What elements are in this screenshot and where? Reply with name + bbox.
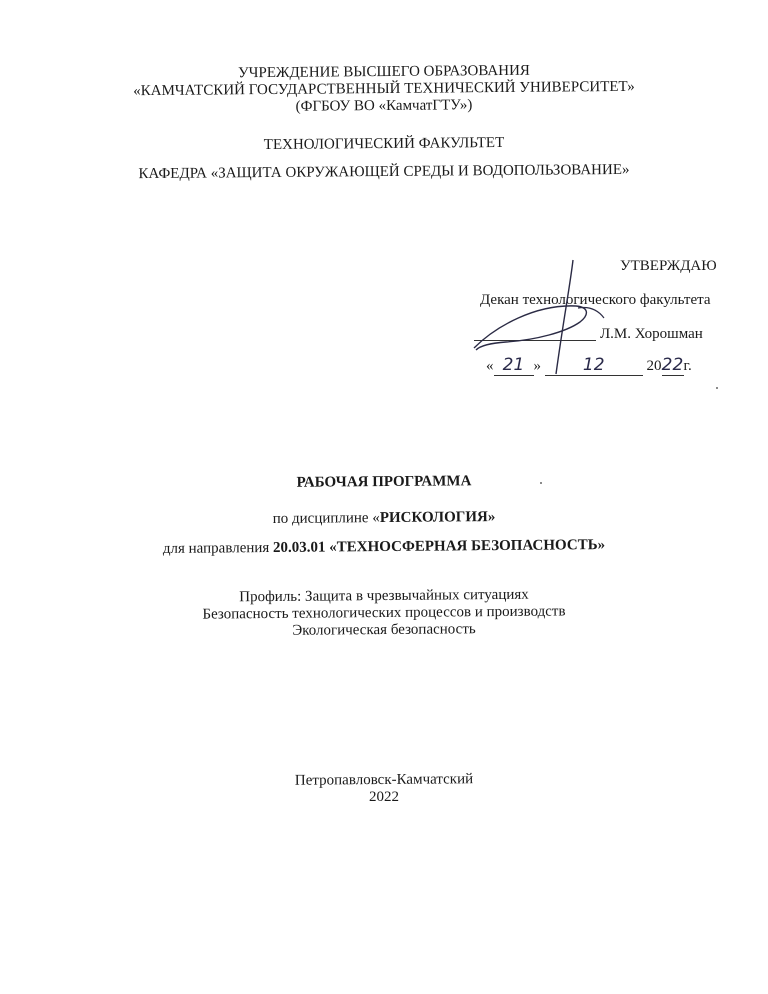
institution-line-1: УЧРЕЖДЕНИЕ ВЫСШЕГО ОБРАЗОВАНИЯ: [238, 62, 530, 82]
date-year-suffix: 22: [661, 355, 684, 375]
dean-position: Декан технологического факультета: [480, 292, 711, 308]
approval-heading: УТВЕРЖДАЮ: [620, 258, 717, 274]
date-year-prefix: 20: [646, 358, 662, 374]
scan-speck: [540, 482, 542, 484]
direction-line: [0, 536, 768, 560]
city: Петропавловск-Камчатский: [294, 771, 474, 789]
date-month: 12: [545, 355, 643, 376]
direction-prefix: для направления: [162, 539, 274, 557]
discipline-line: [0, 507, 768, 531]
year: 2022: [369, 789, 399, 805]
dean-name: Л.М. Хорошман: [600, 326, 703, 342]
direction-name: 20.03.01 «ТЕХНОСФЕРНАЯ БЕЗОПАСНОСТЬ»: [272, 537, 606, 556]
profile-line-3: Экологическая безопасность: [292, 621, 476, 639]
department-name: КАФЕДРА «ЗАЩИТА ОКРУЖАЮЩЕЙ СРЕДЫ И ВОДОПОЛЬЗОВАНИЕ»: [138, 161, 630, 183]
date-year-end: г.: [683, 358, 692, 374]
institution-line-2: «КАМЧАТСКИЙ ГОСУДАРСТВЕННЫЙ ТЕХНИЧЕСКИЙ УНИВЕРСИТЕТ»: [133, 78, 635, 100]
profile-line-1: Профиль: Защита в чрезвычайных ситуациях: [239, 586, 529, 606]
institution-line-3: (ФГБОУ ВО «КамчатГТУ»): [295, 97, 473, 115]
scan-speck: [716, 387, 718, 389]
faculty-name: ТЕХНОЛОГИЧЕСКИЙ ФАКУЛЬТЕТ: [263, 134, 505, 154]
date-day: 21: [494, 355, 534, 376]
discipline-prefix: по дисциплине «: [272, 510, 380, 527]
discipline-name: РИСКОЛОГИЯ»: [379, 509, 496, 527]
date-open-quote: «: [486, 358, 494, 374]
document-title: РАБОЧАЯ ПРОГРАММА: [296, 473, 472, 491]
date-close-quote: »: [533, 358, 541, 374]
profile-line-2: Безопасность технологических процессов и производств: [202, 603, 566, 623]
handwritten-signature: [466, 256, 626, 376]
